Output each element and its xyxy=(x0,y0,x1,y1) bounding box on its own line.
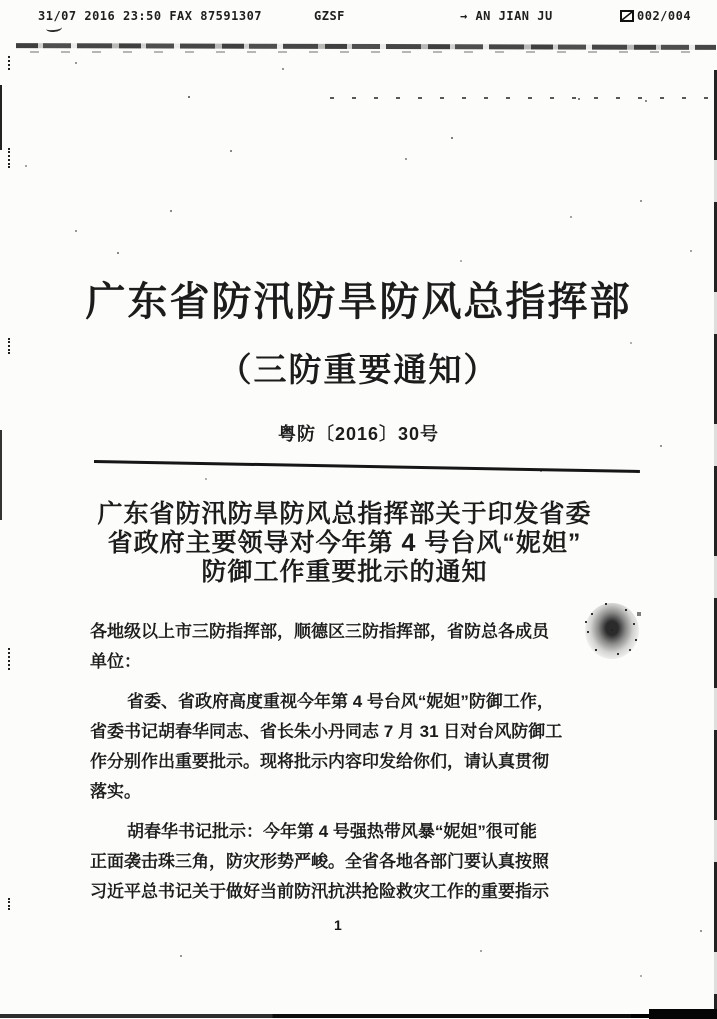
scan-dotted-band xyxy=(330,97,715,99)
fax-recipient: → AN JIAN JU xyxy=(460,9,553,23)
fax-sender-id: GZSF xyxy=(314,9,345,23)
body-text-line: 落实。 xyxy=(90,782,141,801)
fax-sent-info: 31/07 2016 23:50 FAX 87591307 xyxy=(38,9,263,23)
fax-page-count-label: 002/004 xyxy=(637,9,692,23)
body-text-line: 胡春华书记批示：今年第 4 号强热带风暴“妮妲”很可能 xyxy=(127,822,537,841)
scan-left-edge-line xyxy=(0,430,2,520)
body-text-line: 各地级以上市三防指挥部，顺德区三防指挥部，省防总各成员 xyxy=(90,622,549,641)
letterhead-divider-rule xyxy=(94,460,640,473)
body-text-line: 单位： xyxy=(90,652,141,671)
body-text xyxy=(90,617,570,907)
fax-page-icon xyxy=(620,10,634,22)
scan-left-dash xyxy=(8,338,10,354)
body-text-line: 作分别作出重要批示。现将批示内容印发给你们，请认真贯彻 xyxy=(90,752,549,771)
subject-heading-line: 省政府主要领导对今年第 4 号台风“妮妲” xyxy=(107,529,582,557)
scan-squiggle-mark xyxy=(46,23,63,33)
scan-left-dash xyxy=(8,648,10,670)
subject-heading-line: 广东省防汛防旱防风总指挥部关于印发省委 xyxy=(97,500,592,528)
fax-page-counter xyxy=(620,9,691,23)
letterhead-title: 广东省防汛防旱防风总指挥部 xyxy=(85,280,632,324)
page-number: 1 xyxy=(334,917,342,933)
scan-noise-band xyxy=(16,43,716,50)
scan-bottom-right-block xyxy=(649,1009,717,1019)
scan-left-dash xyxy=(8,898,10,910)
body-text-line: 省委书记胡春华同志、省长朱小丹同志 7 月 31 日对台风防御工 xyxy=(90,722,563,741)
scan-speckles xyxy=(0,0,2,2)
ink-blotch xyxy=(585,603,639,659)
subject-heading xyxy=(0,500,703,587)
subject-heading-line: 防御工作重要批示的通知 xyxy=(201,558,488,586)
body-text-line: 省委、省政府高度重视今年第 4 号台风“妮妲”防御工作， xyxy=(127,692,554,711)
body-text-line: 正面袭击珠三角，防灾形势严峻。全省各地各部门要认真按照 xyxy=(90,852,549,871)
scan-left-dash xyxy=(8,56,10,70)
scan-left-edge-line xyxy=(0,85,2,150)
scan-bottom-edge-line xyxy=(0,1014,717,1018)
scan-left-dash xyxy=(8,148,10,168)
body-text-line: 习近平总书记关于做好当前防汛抗洪抢险救灾工作的重要指示 xyxy=(90,882,549,901)
letterhead-subtitle: （三防重要通知） xyxy=(218,351,499,388)
document-number: 粤防〔2016〕30号 xyxy=(277,424,440,444)
scan-noise-echo xyxy=(30,51,690,53)
